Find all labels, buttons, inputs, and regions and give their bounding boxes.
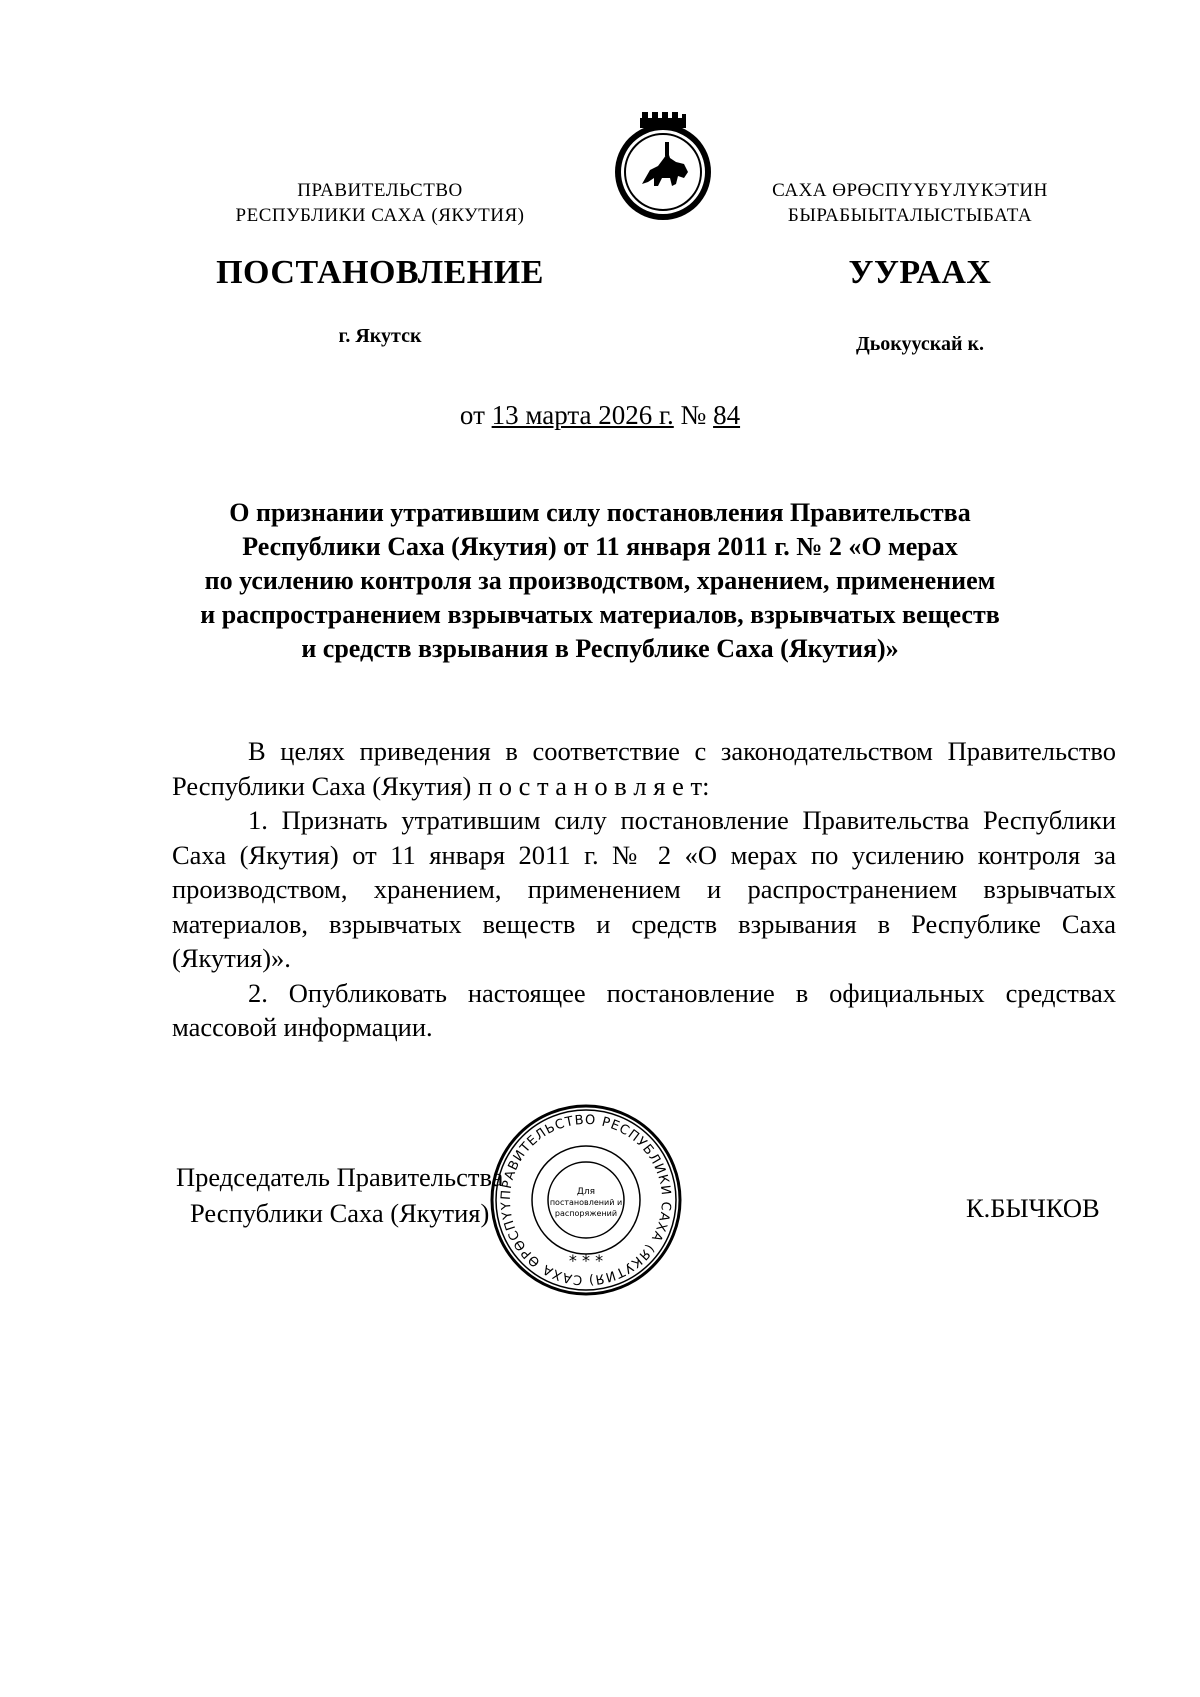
coat-of-arms-emblem (606, 112, 720, 226)
header-right (725, 178, 1095, 228)
position-line-1: Председатель Правительства (176, 1162, 504, 1192)
header-right-line2: БЫРАБЫЫТАЛЫСТЫБАТА (787, 205, 1033, 226)
document-body (172, 734, 1116, 1045)
emblem-icon (606, 112, 720, 226)
date-number-line (0, 400, 1200, 431)
header-right-line1: САХА ӨРӨСПҮҮБҮЛҮКЭТИН (772, 180, 1048, 201)
signatory-name: К.БЫЧКОВ (966, 1193, 1100, 1223)
title-line: О признании утратившим силу постановления Правительства (229, 498, 971, 527)
title-line: и средств взрывания в Республике Саха (Якутия)» (301, 634, 899, 663)
seal-ring-text: ПРАВИТЕЛЬСТВО РЕСПУБЛИКИ САХА (ЯКУТИЯ) САХА ӨРӨСПҮҮ (498, 1112, 674, 1288)
seal-center-line1: Для (576, 1187, 596, 1197)
date-prefix: от (459, 400, 492, 430)
seal-icon (488, 1102, 684, 1298)
document-type-yakut: УУРААХ (848, 254, 992, 291)
item-2: 2. Опубликовать настоящее постановление в официальных средствах массовой информации. (172, 977, 1116, 1042)
position-line-2: Республики Саха (Якутия) (190, 1198, 490, 1228)
title-line: по усилению контроля за производством, хранением, применением (204, 566, 996, 595)
place-yakut: Дьокуускай к. (855, 333, 985, 355)
intro-spaced-word: п о с т а н о в л я е т: (477, 770, 710, 801)
official-seal (488, 1102, 684, 1298)
document-date: 13 марта 2026 г. (491, 400, 674, 430)
intro-line-2-start: Республики Саха (Якутия) (172, 770, 478, 801)
seal-center-line2: постановлений и (549, 1198, 623, 1207)
seal-center-line3: распоряжений (554, 1209, 618, 1218)
place-russian: г. Якутск (338, 325, 422, 347)
item-1: 1. Признать утратившим силу постановление Правительства Республики Саха (Якутия) от 11 января 2011 г. № 2 «О мерах по усилению контроля за производством, хранением, применением и распространением взрывчатых материалов, взрывчатых веществ и средств взрывания в Республике Саха (Якутия)». (172, 805, 1116, 973)
title-line: и распространением взрывчатых материалов, взрывчатых веществ (200, 600, 1000, 629)
intro-line-2 (172, 769, 1116, 804)
signature-position (176, 1159, 503, 1231)
title-line: Республики Саха (Якутия) от 11 января 2011 г. № 2 «О мерах (242, 532, 958, 561)
svg-text:* * *: * * * (568, 1251, 604, 1270)
intro-line-1: В целях приведения в соответствие с законодательством Правительство (248, 736, 1116, 766)
document-title (160, 496, 1040, 666)
document-number: 84 (713, 400, 741, 430)
header-left-line2: РЕСПУБЛИКИ САХА (ЯКУТИЯ) (235, 205, 525, 226)
document-type-russian: ПОСТАНОВЛЕНИЕ (216, 254, 544, 291)
header-left (190, 178, 570, 228)
header-left-line1: ПРАВИТЕЛЬСТВО (297, 180, 463, 201)
number-label: № (673, 400, 714, 430)
